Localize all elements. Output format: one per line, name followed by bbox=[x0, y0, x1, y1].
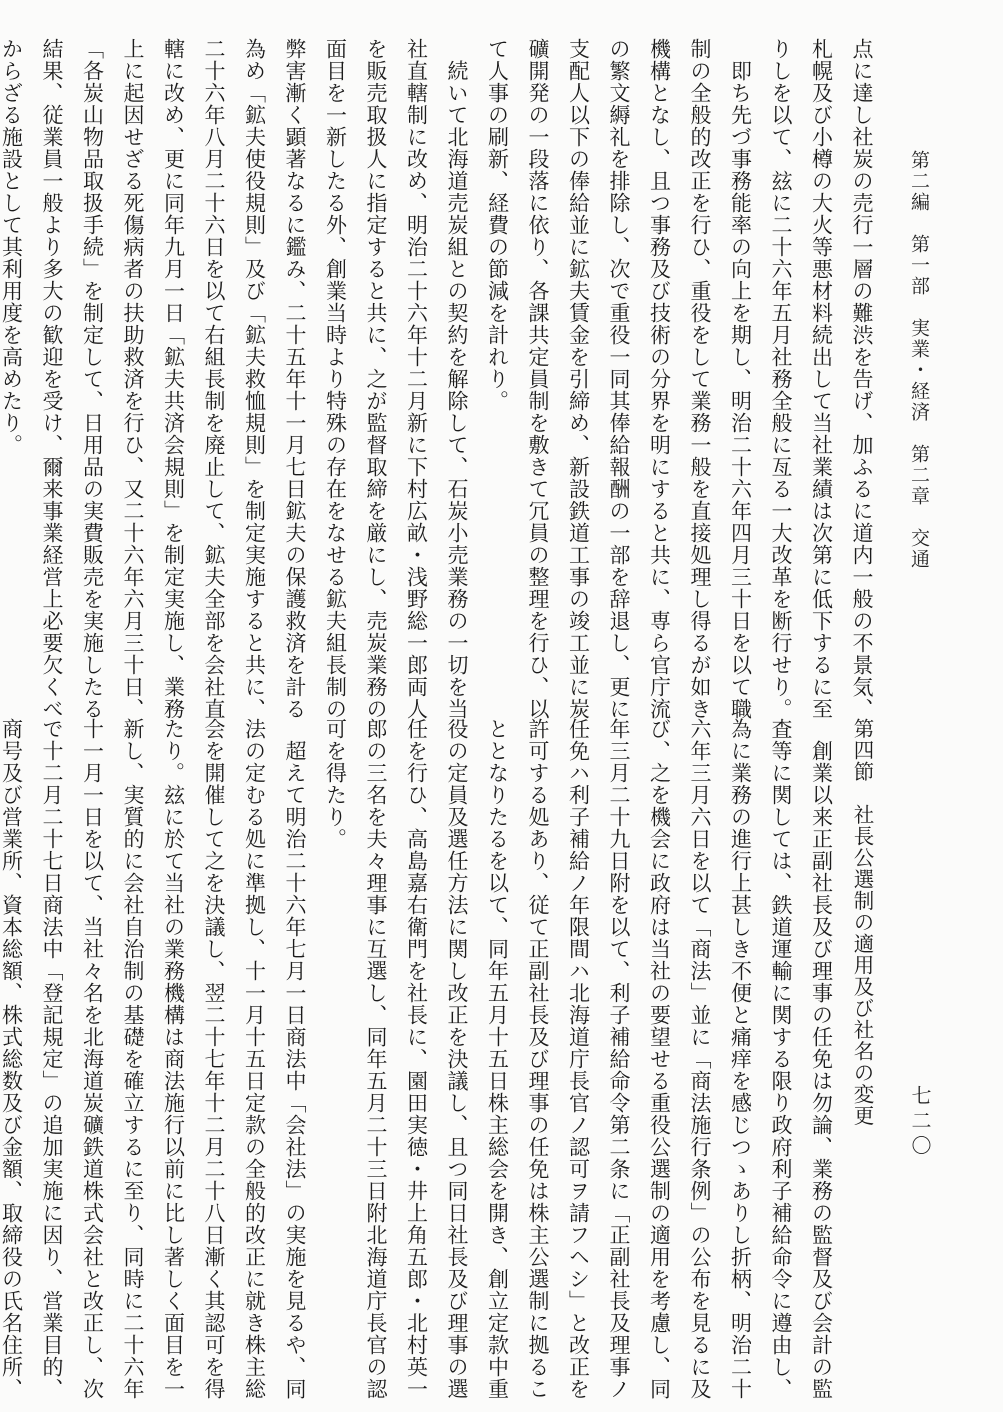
text-line: 二十六年八月二十六日を以て右組長制を廃止して、鉱夫全部を会社直 bbox=[202, 38, 226, 720]
text-line: 査等に関しては、鉄道運輸に関する限り政府利子補給命令に遵由し、 bbox=[769, 718, 793, 1400]
page-number: 七二〇 bbox=[908, 1085, 932, 1160]
text-line: りしを以て、玆に二十六年五月社務全般に亙る一大改革を断行せり。 bbox=[769, 38, 793, 720]
text-line: 為め「鉱夫使役規則」及び「鉱夫救恤規則」を制定実施すると共に、 bbox=[242, 38, 267, 720]
text-line: 面目を一新したる外、創業当時より特殊の存在をなせる鉱夫組長制の bbox=[323, 38, 348, 720]
lower-text-block bbox=[0, 718, 882, 1400]
text-line: たり。玆に於て当社の業務機構は商法施行以前に比し著しく面目を一 bbox=[161, 718, 186, 1400]
text-line: 役の定員及選任方法に関し改正を決議し、且つ同日社長及び理事の選 bbox=[445, 718, 469, 1400]
text-line: 年三月二十九日附を以て、利子補給命令第二条に「正副社長及理事ノ bbox=[607, 718, 631, 1400]
text-line: 可を得たり。 bbox=[323, 718, 348, 850]
upper-text-block bbox=[0, 38, 882, 720]
text-line: 商号及び営業所、資本総額、株式総数及び金額、取締役の氏名住所、 bbox=[0, 718, 24, 1400]
text-line: で十二月二十七日商法中「登記規定」の追加実施に因り、営業目的、 bbox=[40, 718, 64, 1400]
text-line: 礦開発の一段落に依り、各課共定員制を敷きて冗員の整理を行ひ、以 bbox=[526, 38, 550, 720]
text-line: 創業以来正副社長及び理事の任免は勿論、業務の監督及び会計の監 bbox=[809, 718, 834, 1400]
text-line: 「各炭山物品取扱手続」を制定して、日用品の実費販売を実施したる bbox=[80, 38, 105, 720]
text-line: 超えて明治二十六年七月一日商法中「会社法」の実施を見るや、同 bbox=[283, 718, 307, 1400]
text-line: 六年三月六日を以て「商法」並に「商法施行条例」の公布を見るに及 bbox=[688, 718, 712, 1400]
text-line: 支配人以下の俸給並に鉱夫賃金を引締め、新設鉄道工事の竣工並に炭 bbox=[566, 38, 591, 720]
text-line: からざる施設として其利用度を高めたり。 bbox=[0, 38, 24, 456]
text-line: び、之を機会に政府は当社の要望せる重役公選制の適用を考慮し、同 bbox=[647, 718, 672, 1400]
text-line: て人事の刷新、経費の節減を計れり。 bbox=[485, 38, 510, 412]
text-line: 法の定むる処に準拠し、十一月十五日定款の全般的改正に就き株主総 bbox=[242, 718, 267, 1400]
text-line: 結果、従業員一般より多大の歓迎を受け、爾来事業経営上必要欠くべ bbox=[40, 38, 64, 720]
text-line: 点に達し社炭の売行一層の難渋を告げ、加ふるに道内一般の不景気、 bbox=[850, 38, 874, 720]
text-line: 任免ハ利子補給ノ年限間ハ北海道庁長官ノ認可ヲ請フヘシ」と改正を bbox=[566, 718, 591, 1400]
text-line: 続いて北海道売炭組との契約を解除して、石炭小売業務の一切を当 bbox=[445, 38, 469, 720]
text-line: 轄に改め、更に同年九月一日「鉱夫共済会規則」を制定実施し、業務 bbox=[161, 38, 186, 720]
text-line: 札幌及び小樽の大火等悪材料続出して当社業績は次第に低下するに至 bbox=[809, 38, 834, 720]
text-line: 弊害漸く顕著なるに鑑み、二十五年十一月七日鉱夫の保護救済を計る bbox=[283, 38, 307, 720]
text-line: 十一月一日を以て、当社々名を北海道炭礦鉄道株式会社と改正し、次 bbox=[80, 718, 105, 1400]
text-line: 任を行ひ、高島嘉右衛門を社長に、園田実徳・井上角五郎・北村英一 bbox=[404, 718, 429, 1400]
text-line: 上に起因せざる死傷病者の扶助救済を行ひ、又二十六年六月三十日、 bbox=[121, 38, 145, 720]
text-line: 新し、実質的に会社自治制の基礎を確立するに至り、同時に二十六年 bbox=[121, 718, 145, 1400]
running-head: 第二編 第一部 実業・経済 第二章 交通 bbox=[908, 150, 930, 570]
text-line: ととなりたるを以て、同年五月十五日株主総会を開き、創立定款中重 bbox=[485, 718, 510, 1400]
text-line: 為に業務の進行上甚しき不便と痛痒を感じつゝありし折柄、明治二十 bbox=[728, 718, 753, 1400]
text-line: を販売取扱人に指定すると共に、之が監督取締を厳にし、売炭業務の bbox=[364, 38, 388, 720]
text-line: 制の全般的改正を行ひ、重役をして業務一般を直接処理し得るが如き bbox=[688, 38, 712, 720]
section-heading: 第四節 社長公選制の適用及び社名の変更 bbox=[850, 718, 874, 1127]
text-line: 郎の三名を夫々理事に互選し、同年五月二十三日附北海道庁長官の認 bbox=[364, 718, 388, 1400]
text-line: の繁文縟礼を排除し、次で重役一同其俸給報酬の一部を辞退し、更に bbox=[607, 38, 631, 720]
text-line: 許可する処あり、従て正副社長及び理事の任免は株主公選制に拠るこ bbox=[526, 718, 550, 1400]
text-line: 社直轄制に改め、明治二十六年十二月新に下村広畝・浅野総一郎両人 bbox=[404, 38, 429, 720]
text-line: 会を開催して之を決議し、翌二十七年十二月二十八日漸く其認可を得 bbox=[202, 718, 226, 1400]
text-line: 機構となし、且つ事務及び技術の分界を明にすると共に、専ら官庁流 bbox=[647, 38, 672, 720]
text-line: 即ち先づ事務能率の向上を期し、明治二十六年四月三十日を以て職 bbox=[728, 38, 753, 720]
